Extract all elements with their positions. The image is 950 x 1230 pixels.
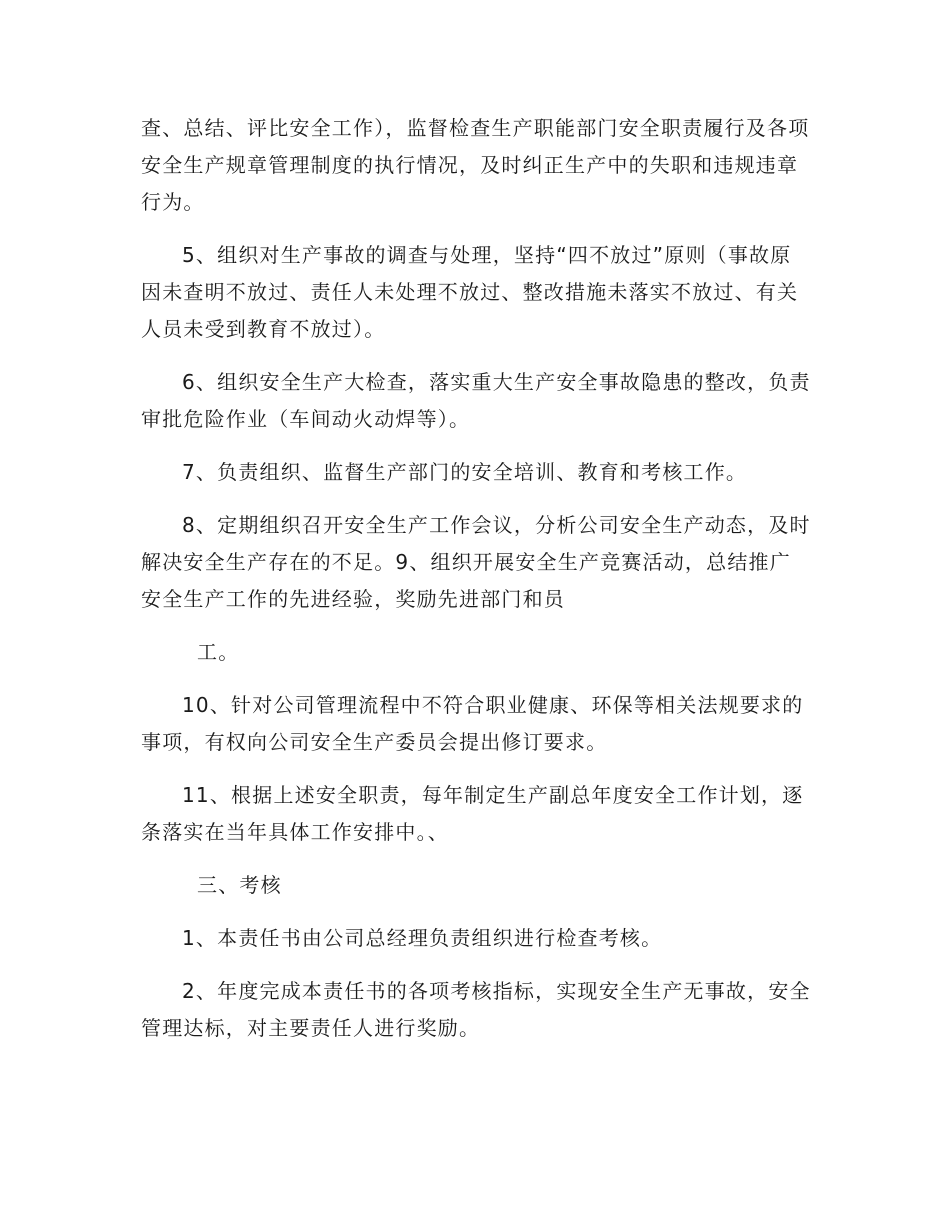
document-body bbox=[141, 110, 811, 1063]
paragraph-item-5: 5、组织对生产事故的调查与处理，坚持“四不放过”原则（事故原因未查明不放过、责任人未处理不放过、整改措施未落实不放过、有关人员未受到教育不放过）。 bbox=[141, 243, 799, 341]
paragraph-item-7: 7、负责组织、监督生产部门的安全培训、教育和考核工作。 bbox=[182, 460, 748, 484]
paragraph-item-10: 10、针对公司管理流程中不符合职业健康、环保等相关法规要求的事项，有权向公司安全生产委员会提出修订要求。 bbox=[141, 693, 804, 754]
paragraph-assessment-2: 2、年度完成本责任书的各项考核指标，实现安全生产无事故，安全管理达标，对主要责任人进行奖励。 bbox=[141, 979, 811, 1040]
paragraph-assessment-1: 1、本责任书由公司总经理负责组织进行检查考核。 bbox=[182, 926, 663, 950]
paragraph-item-9-continuation: 工。 bbox=[197, 640, 240, 664]
paragraph-item-6: 6、组织安全生产大检查，落实重大生产安全事故隐患的整改，负责审批危险作业（车间动火动焊等）。 bbox=[141, 370, 811, 431]
paragraph-item-11: 11、根据上述安全职责，每年制定生产副总年度安全工作计划，逐条落实在当年具体工作安排中。、 bbox=[141, 783, 804, 844]
paragraph-continued-duties: 查、总结、评比安全工作），监督检查生产职能部门安全职责履行及各项安全生产规章管理制度的执行情况，及时纠正生产中的失职和违规违章行为。 bbox=[141, 116, 810, 214]
paragraph-item-8-9: 8、定期组织召开安全生产工作会议，分析公司安全生产动态，及时解决安全生产存在的不足。9、组织开展安全生产竞赛活动，总结推广安全生产工作的先进经验，奖励先进部门和员 bbox=[141, 513, 811, 611]
section-heading-assessment: 三、考核 bbox=[197, 873, 282, 897]
